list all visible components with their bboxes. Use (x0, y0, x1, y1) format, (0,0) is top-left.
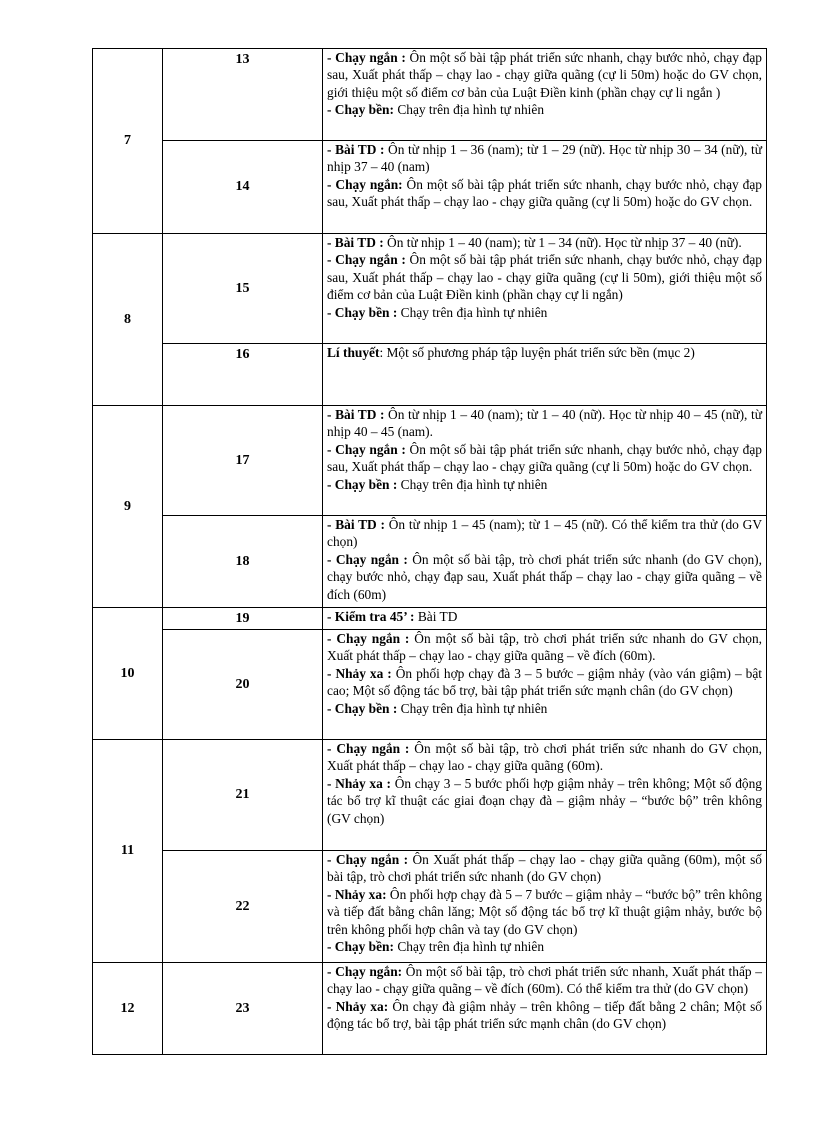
lesson-content (323, 406, 767, 516)
table-row (93, 234, 767, 344)
table-row (93, 406, 767, 516)
lesson-content (323, 740, 767, 851)
table-row (93, 608, 767, 630)
table-row (93, 516, 767, 608)
table-row (93, 851, 767, 963)
content-item: - Nhảy xa : Ôn phối hợp chạy đà 3 – 5 bước – giậm nhảy (vào ván giậm) – bật cao; Một số động tác bổ trợ, bài tập phát triển sức mạnh chân (do GV chọn) (327, 665, 762, 699)
content-item: - Bài TD : Ôn từ nhịp 1 – 45 (nam); từ 1 – 45 (nữ). Có thể kiểm tra thử (do GV chọn) (327, 517, 762, 550)
lesson-number: 23 (163, 963, 323, 1055)
week-cell: 11 (93, 740, 163, 963)
content-item: - Chạy bền: Chạy trên địa hình tự nhiên (327, 939, 545, 955)
lesson-number: 16 (163, 344, 323, 406)
lesson-content (323, 516, 767, 608)
content-item: - Kiểm tra 45’ : Bài TD (327, 609, 458, 624)
content-item: - Chạy ngắn : Ôn một số bài tập, trò chơi phát triển sức nhanh do GV chọn, Xuất phát thấp – chạy lao - chạy giữa quãng (60m). (327, 741, 762, 774)
lesson-number: 13 (163, 49, 323, 141)
lesson-content (323, 630, 767, 740)
content-item: - Chạy ngắn : Ôn một số bài tập phát triển sức nhanh, chạy bước nhỏ, chạy đạp sau, Xuất phát thấp – chạy lao - chạy giữa quãng (cự li 50m) hoặc do GV chọn. (327, 441, 762, 475)
table-row (93, 630, 767, 740)
week-cell: 10 (93, 608, 163, 740)
lesson-content (323, 851, 767, 963)
week-cell: 7 (93, 49, 163, 234)
content-item: Lí thuyết: Một số phương pháp tập luyện phát triển sức bền (mục 2) (327, 345, 695, 360)
content-item: - Chạy ngắn : Ôn một số bài tập phát triển sức nhanh, chạy bước nhỏ, chạy đạp sau, Xuất phát thấp – chạy lao - chạy giữa quãng (cự li 50m) hoặc do GV chọn, giới thiệu một số điểm cơ bản của Luật Điền kinh (phần chạy cự li ngắn ) (327, 50, 762, 100)
lesson-content (323, 234, 767, 344)
week-cell: 8 (93, 234, 163, 406)
content-item: - Bài TD : Ôn từ nhịp 1 – 36 (nam); từ 1 – 29 (nữ). Học từ nhịp 30 – 34 (nữ), từ nhịp 37 – 40 (nam) (327, 142, 762, 175)
content-item: - Chạy bền : Chạy trên địa hình tự nhiên (327, 304, 548, 320)
content-item: - Chạy ngắn : Ôn một số bài tập phát triển sức nhanh, chạy bước nhỏ, chạy đạp sau, Xuất phát thấp – chạy lao - chạy giữa quãng (cự li 50m), giới thiệu một số điểm cơ bản của Luật Điền kinh (phần chạy cự li ngắn) (327, 252, 762, 303)
table-row (93, 49, 767, 141)
lesson-number: 17 (163, 406, 323, 516)
content-item: - Nhảy xa : Ôn chạy 3 – 5 bước phối hợp giậm nhảy – trên không; Một số động tác bổ trợ kĩ thuật các giai đoạn chạy đà – giậm nhảy – “bước bộ” trên không (GV chọn) (327, 775, 762, 826)
lesson-content (323, 608, 767, 630)
table-row (93, 141, 767, 234)
lesson-number: 15 (163, 234, 323, 344)
content-item: - Chạy bền : Chạy trên địa hình tự nhiên (327, 700, 548, 716)
lesson-number: 19 (163, 608, 323, 630)
lesson-content (323, 963, 767, 1055)
content-item: - Chạy ngắn: Ôn một số bài tập phát triển sức nhanh, chạy bước nhỏ, chạy đạp sau, Xuất phát thấp – chạy lao - chạy giữa quãng (cự li 50m) hoặc do GV chọn. (327, 176, 762, 210)
lesson-number: 14 (163, 141, 323, 234)
table-row (93, 740, 767, 851)
content-item: - Bài TD : Ôn từ nhịp 1 – 40 (nam); từ 1 – 34 (nữ). Học từ nhịp 37 – 40 (nữ). (327, 235, 742, 250)
lesson-content (323, 344, 767, 406)
lesson-content (323, 49, 767, 141)
content-item: - Bài TD : Ôn từ nhịp 1 – 40 (nam); từ 1 – 40 (nữ). Học từ nhịp 40 – 45 (nữ), từ nhịp 40 – 45 (nam). (327, 407, 762, 440)
week-cell: 12 (93, 963, 163, 1055)
lesson-number: 22 (163, 851, 323, 963)
content-item: - Chạy bền: Chạy trên địa hình tự nhiên (327, 102, 545, 118)
table-row (93, 344, 767, 406)
lesson-number: 21 (163, 740, 323, 851)
content-item: - Chạy ngắn: Ôn một số bài tập, trò chơi phát triển sức nhanh, Xuất phát thấp – chạy lao - chạy giữa quãng – về đích (60m). Có thể kiểm tra thử (do GV chọn) (327, 964, 762, 997)
content-item: - Chạy ngắn : Ôn một số bài tập, trò chơi phát triển sức nhanh (do GV chọn), chạy bước nhỏ, chạy đạp sau, Xuất phát thấp – chạy lao - chạy giữa quãng – về đích (60m) (327, 551, 762, 602)
lesson-number: 18 (163, 516, 323, 608)
content-item: - Nhảy xa: Ôn phối hợp chạy đà 5 – 7 bước – giậm nhảy – “bước bộ” trên không và tiếp đất bằng chân lăng; Một số động tác bổ trợ kĩ thuật giậm nhảy, bước bộ trên không phối hợp chân và tay (do GV chọn) (327, 886, 763, 937)
content-item: - Chạy ngắn : Ôn một số bài tập, trò chơi phát triển sức nhanh do GV chọn, Xuất phát thấp – chạy lao - chạy giữa quãng – về đích (60m). (327, 631, 762, 664)
lesson-number: 20 (163, 630, 323, 740)
content-item: - Nhảy xa: Ôn chạy đà giậm nhảy – trên không – tiếp đất bằng 2 chân; Một số động tác bổ trợ, bài tập phát triển sức mạnh chân (do GV chọn) (327, 998, 762, 1032)
table-row (93, 963, 767, 1055)
week-cell: 9 (93, 406, 163, 608)
content-item: - Chạy bền : Chạy trên địa hình tự nhiên (327, 476, 548, 492)
lesson-content (323, 141, 767, 234)
lesson-plan-table (92, 48, 767, 1055)
content-item: - Chạy ngắn : Ôn Xuất phát thấp – chạy lao - chạy giữa quãng (60m), một số bài tập, trò chơi phát triển sức nhanh (do GV chọn) (327, 852, 762, 885)
